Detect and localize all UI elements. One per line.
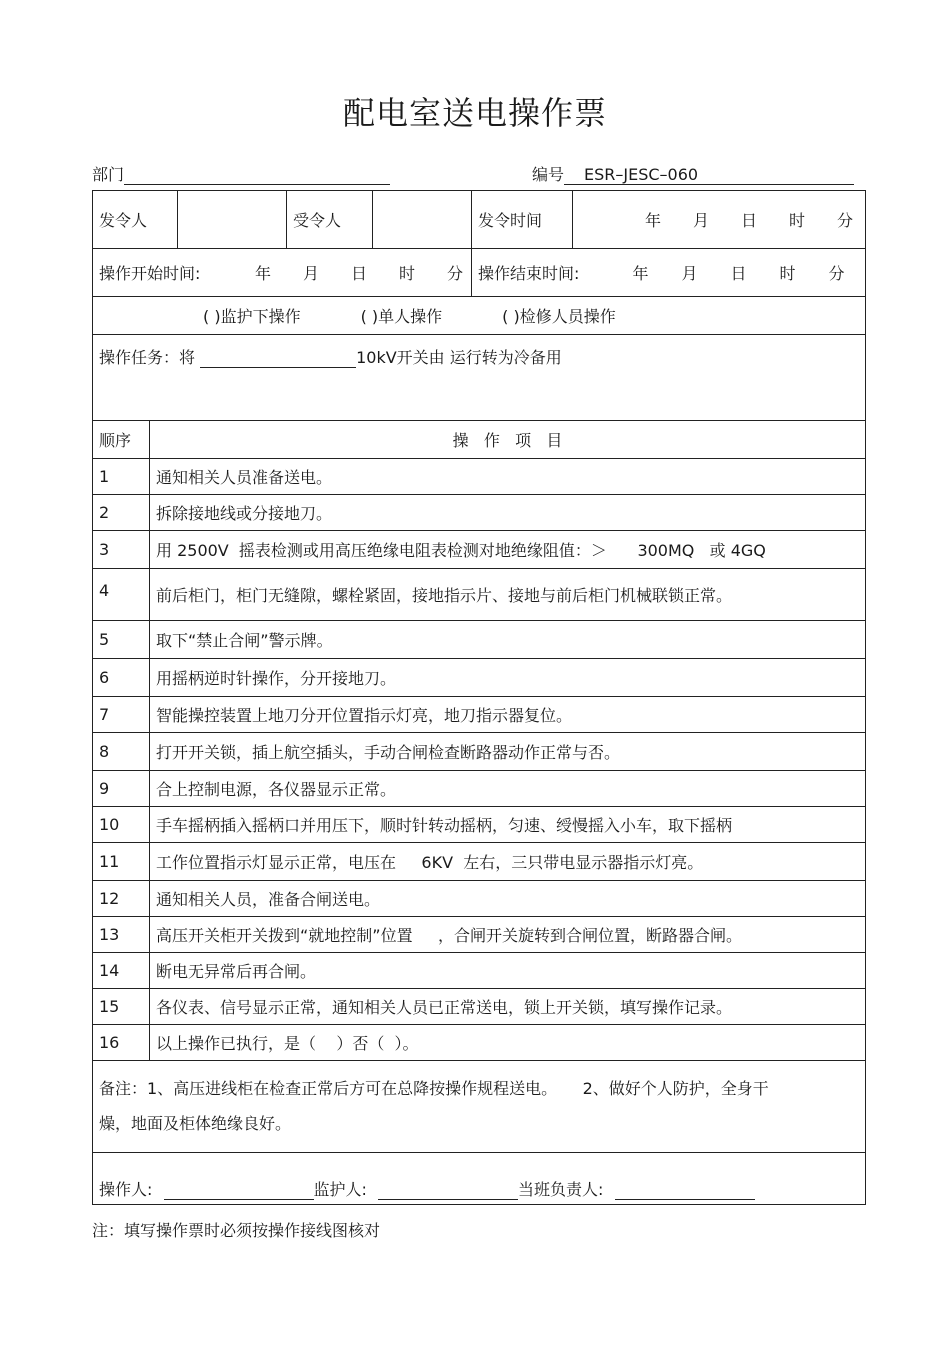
item-text: 取下“禁止合闸”警示牌。 <box>150 621 866 659</box>
end-time-field[interactable]: 操作结束时间: 年 月 日 时 分 <box>472 249 866 297</box>
items-header-row <box>93 421 866 459</box>
table-row <box>93 881 866 917</box>
end-time-label: 操作结束时间: <box>478 264 580 283</box>
item-text: 打开开关锁，插上航空插头，手动合闸检查断路器动作正常与否。 <box>150 733 866 771</box>
item-no: 15 <box>93 989 150 1025</box>
start-time-label: 操作开始时间: <box>99 264 201 283</box>
table-row <box>93 1025 866 1061</box>
dept-value[interactable] <box>124 164 390 185</box>
item-no: 8 <box>93 733 150 771</box>
table-row <box>93 697 866 733</box>
number-value[interactable]: ESR–JESC–060 <box>564 165 854 185</box>
item-no: 9 <box>93 771 150 807</box>
task-field <box>93 335 866 421</box>
table-row <box>93 843 866 881</box>
mode-option-supervised[interactable]: ( )监护下操作 <box>203 307 301 326</box>
item-text: 手车摇柄插入摇柄口并用压下，顺时针转动摇柄，匀速、绶慢摇入小车，取下摇柄 <box>150 807 866 843</box>
item-no: 12 <box>93 881 150 917</box>
task-blank[interactable] <box>200 349 356 368</box>
table-row <box>93 917 866 953</box>
item-no: 14 <box>93 953 150 989</box>
dept-field <box>92 162 390 185</box>
item-text: 拆除接地线或分接地刀。 <box>150 495 866 531</box>
time-row <box>93 249 866 297</box>
remarks-line-1: 备注：1、高压进线柜在检查正常后方可在总降按操作规程送电。 2、做好个人防护，全身干 <box>99 1079 769 1098</box>
item-text: 断电无异常后再合闸。 <box>150 953 866 989</box>
item-no: 16 <box>93 1025 150 1061</box>
table-row <box>93 495 866 531</box>
item-text: 高压开关柜开关拨到“就地控制”位置 ，合闸开关旋转到合闸位置，断路器合闸。 <box>150 917 866 953</box>
table-row <box>93 459 866 495</box>
mode-row <box>93 297 866 335</box>
task-row <box>93 335 866 421</box>
item-no: 3 <box>93 531 150 569</box>
items-header: 操 作 项 目 <box>150 421 866 459</box>
supervisor-label: 监护人: <box>313 1180 367 1199</box>
operation-ticket-table <box>92 190 866 1205</box>
footnote: 注：填写操作票时必须按操作接线图核对 <box>92 1221 381 1240</box>
table-row <box>93 953 866 989</box>
operator-signature-line[interactable] <box>164 1181 314 1200</box>
shift-leader-label: 当班负责人: <box>518 1180 604 1199</box>
operator-label: 操作人: <box>99 1180 153 1199</box>
item-no: 1 <box>93 459 150 495</box>
item-no: 5 <box>93 621 150 659</box>
issue-row <box>93 191 866 249</box>
receiver-label: 受令人 <box>287 191 373 249</box>
mode-options <box>93 297 866 335</box>
item-no: 10 <box>93 807 150 843</box>
item-text: 各仪表、信号显示正常，通知相关人员已正常送电，锁上开关锁，填写操作记录。 <box>150 989 866 1025</box>
table-row <box>93 621 866 659</box>
item-text: 通知相关人员准备送电。 <box>150 459 866 495</box>
remarks-line-2: 燥，地面及柜体绝缘良好。 <box>99 1114 292 1133</box>
mode-option-single[interactable]: ( )单人操作 <box>360 307 443 326</box>
table-row <box>93 531 866 569</box>
document-title: 配电室送电操作票 <box>342 94 607 132</box>
number-label: 编号 <box>532 165 565 184</box>
item-text: 前后柜门，柜门无缝隙，螺栓紧固，接地指示片、接地与前后柜门机械联锁正常。 <box>150 569 866 621</box>
table-row <box>93 807 866 843</box>
item-no: 13 <box>93 917 150 953</box>
item-text: 智能操控装置上地刀分开位置指示灯亮，地刀指示器复位。 <box>150 697 866 733</box>
item-text: 用 2500V 摇表检测或用高压绝缘电阻表检测对地绝缘阻值：＞ 300MQ 或 4GQ <box>150 531 866 569</box>
item-no: 4 <box>93 569 150 621</box>
signature-row <box>93 1153 866 1205</box>
mode-option-maintenance[interactable]: ( )检修人员操作 <box>502 307 616 326</box>
issuer-label: 发令人 <box>93 191 178 249</box>
item-text[interactable]: 以上操作已执行，是（ ）否（ ）。 <box>150 1025 866 1061</box>
table-row <box>93 659 866 697</box>
issue-time-value[interactable]: 年 月 日 时 分 <box>573 191 866 249</box>
dept-label: 部门 <box>92 165 125 184</box>
item-text: 通知相关人员，准备合闸送电。 <box>150 881 866 917</box>
item-no: 11 <box>93 843 150 881</box>
start-time-field[interactable]: 操作开始时间: 年 月 日 时 分 <box>93 249 472 297</box>
item-no: 7 <box>93 697 150 733</box>
table-row <box>93 733 866 771</box>
receiver-value[interactable] <box>373 191 472 249</box>
table-row <box>93 989 866 1025</box>
signatures <box>93 1153 866 1205</box>
task-prefix: 操作任务：将 <box>99 348 196 367</box>
item-text: 工作位置指示灯显示正常，电压在 6KV 左右，三只带电显示器指示灯亮。 <box>150 843 866 881</box>
task-suffix: 10kV开关由 运行转为冷备用 <box>356 348 562 367</box>
supervisor-signature-line[interactable] <box>378 1181 518 1200</box>
seq-header: 顺序 <box>93 421 150 459</box>
issuer-value[interactable] <box>178 191 287 249</box>
item-text: 合上控制电源，各仪器显示正常。 <box>150 771 866 807</box>
number-field <box>532 162 854 185</box>
remarks-row <box>93 1061 866 1153</box>
shift-leader-signature-line[interactable] <box>615 1181 755 1200</box>
item-text: 用摇柄逆时针操作，分开接地刀。 <box>150 659 866 697</box>
table-row <box>93 569 866 621</box>
table-row <box>93 771 866 807</box>
remarks <box>93 1061 866 1153</box>
item-no: 2 <box>93 495 150 531</box>
item-no: 6 <box>93 659 150 697</box>
issue-time-label: 发令时间 <box>472 191 573 249</box>
